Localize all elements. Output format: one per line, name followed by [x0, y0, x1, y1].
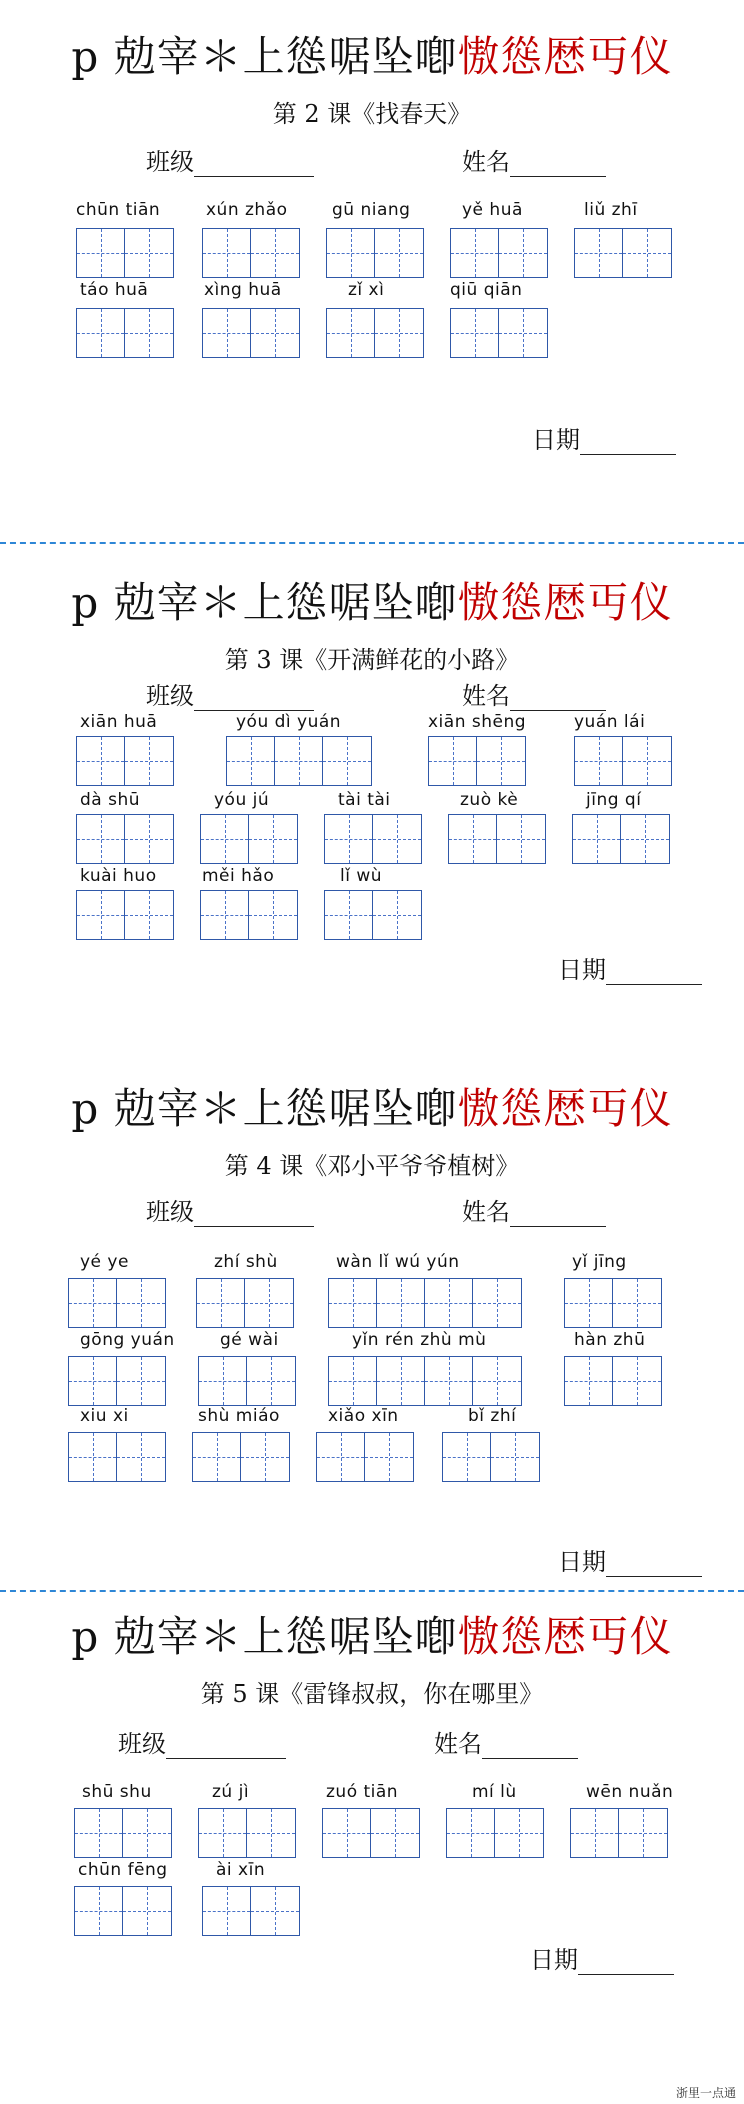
- writing-grid[interactable]: [200, 890, 298, 940]
- writing-grid[interactable]: [450, 308, 548, 358]
- writing-grid[interactable]: [68, 1278, 166, 1328]
- writing-grid[interactable]: [326, 228, 424, 278]
- writing-grid[interactable]: [574, 228, 672, 278]
- writing-grid[interactable]: [442, 1432, 540, 1482]
- writing-grid[interactable]: [202, 1886, 300, 1936]
- name-field[interactable]: 姓名: [462, 142, 606, 177]
- cut-line: [0, 1590, 744, 1592]
- lesson-title: 第 2 课《找春天》: [272, 100, 472, 128]
- lesson-title: 第 4 课《邓小平爷爷植树》: [224, 1152, 520, 1180]
- writing-grid[interactable]: [328, 1356, 522, 1406]
- writing-grid[interactable]: [76, 814, 174, 864]
- worksheet-title: p 勊宰＊上慫啹坠喞慠慫厯丏仪: [71, 578, 673, 627]
- writing-grid[interactable]: [316, 1432, 414, 1482]
- date-field[interactable]: 日期: [530, 1940, 674, 1975]
- writing-grid[interactable]: [68, 1432, 166, 1482]
- writing-grid[interactable]: [572, 814, 670, 864]
- writing-grid[interactable]: [192, 1432, 290, 1482]
- writing-grid[interactable]: [564, 1356, 662, 1406]
- writing-grid[interactable]: [76, 736, 174, 786]
- writing-grid[interactable]: [570, 1808, 668, 1858]
- writing-grid[interactable]: [574, 736, 672, 786]
- date-field[interactable]: 日期: [558, 1542, 702, 1577]
- writing-grid[interactable]: [200, 814, 298, 864]
- writing-grid[interactable]: [446, 1808, 544, 1858]
- date-field[interactable]: 日期: [558, 950, 702, 985]
- class-field[interactable]: 班级: [146, 142, 314, 177]
- writing-grid[interactable]: [202, 228, 300, 278]
- worksheet-title: p 勊宰＊上慫啹坠喞慠慫厯丏仪: [71, 1084, 673, 1133]
- writing-grid[interactable]: [448, 814, 546, 864]
- writing-grid[interactable]: [198, 1356, 296, 1406]
- class-field[interactable]: 班级: [118, 1724, 286, 1759]
- worksheet-title: p 勊宰＊上慫啹坠喞慠慫厯丏仪: [71, 32, 673, 81]
- writing-grid[interactable]: [68, 1356, 166, 1406]
- writing-grid[interactable]: [198, 1808, 296, 1858]
- writing-grid[interactable]: [74, 1886, 172, 1936]
- class-field[interactable]: 班级: [146, 1192, 314, 1227]
- cut-line: [0, 542, 744, 544]
- name-field[interactable]: 姓名: [434, 1724, 578, 1759]
- writing-grid[interactable]: [322, 1808, 420, 1858]
- worksheet-title: p 勊宰＊上慫啹坠喞慠慫厯丏仪: [71, 1612, 673, 1661]
- writing-grid[interactable]: [328, 1278, 522, 1328]
- date-field[interactable]: 日期: [532, 420, 676, 455]
- writing-grid[interactable]: [76, 308, 174, 358]
- writing-grid[interactable]: [326, 308, 424, 358]
- writing-grid[interactable]: [324, 814, 422, 864]
- writing-grid[interactable]: [324, 890, 422, 940]
- lesson-title: 第 5 课《雷锋叔叔，你在哪里》: [200, 1680, 544, 1708]
- writing-grid[interactable]: [196, 1278, 294, 1328]
- class-field[interactable]: 班级: [146, 676, 314, 711]
- lesson-title: 第 3 课《开满鲜花的小路》: [224, 646, 520, 674]
- writing-grid[interactable]: [564, 1278, 662, 1328]
- writing-grid[interactable]: [428, 736, 526, 786]
- writing-grid[interactable]: [74, 1808, 172, 1858]
- name-field[interactable]: 姓名: [462, 676, 606, 711]
- writing-grid[interactable]: [450, 228, 548, 278]
- footer-brand: 浙里一点通: [675, 2086, 736, 2100]
- writing-grid[interactable]: [202, 308, 300, 358]
- writing-grid[interactable]: [226, 736, 372, 786]
- writing-grid[interactable]: [76, 890, 174, 940]
- name-field[interactable]: 姓名: [462, 1192, 606, 1227]
- writing-grid[interactable]: [76, 228, 174, 278]
